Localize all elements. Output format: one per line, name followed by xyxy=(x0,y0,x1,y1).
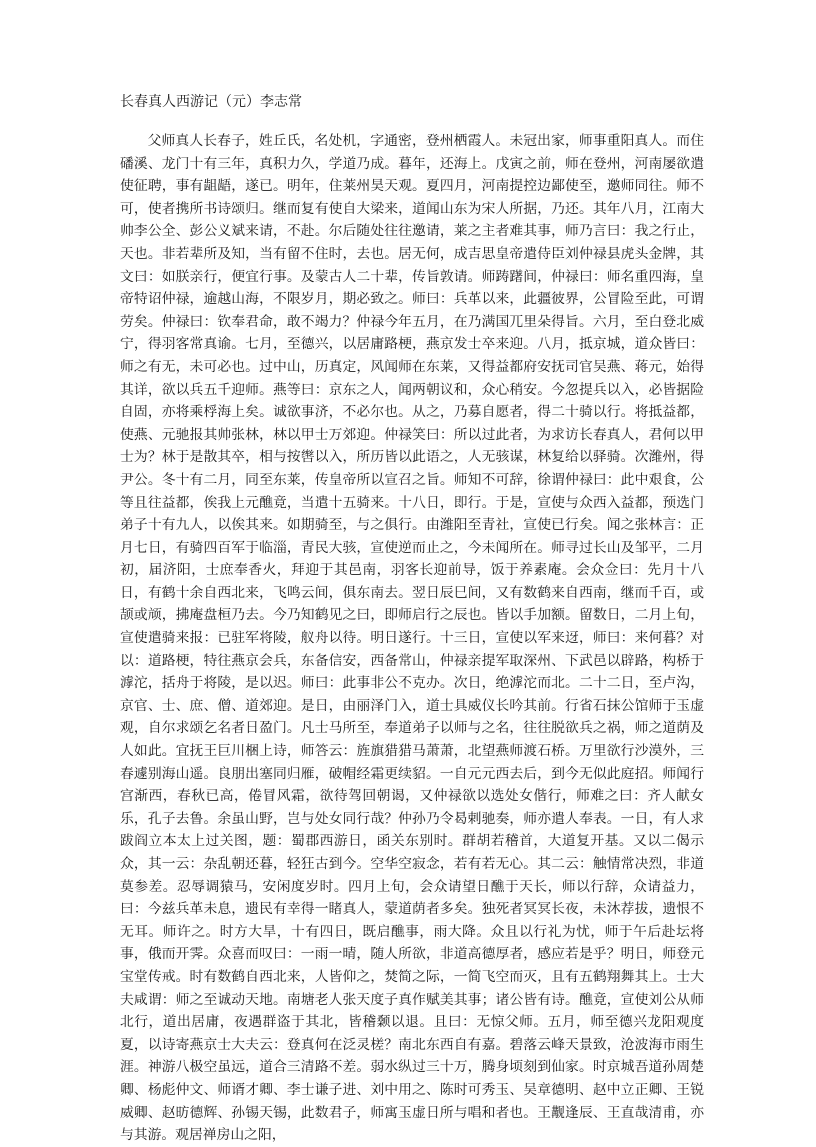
document-body-paragraph: 父师真人长春子，姓丘氏，名处机，字通密，登州栖霞人。未冠出家，师事重阳真人。而住磻溪、龙门十有三年，真积力久，学道乃成。暮年，还海上。戊寅之前，师在登州，河南屡欲遣使征聘，事有龃龉，遂已。明年，住莱州昊天观。夏四月，河南提控边鄙使至，邀师同往。师不可，使者携所书诗颂归。继而复有使自大梁来，道闻山东为宋人所据，乃还。其年八月，江南大帅李公全、彭公义斌来请，不赴。尔后随处往往邀请，莱之主者难其事，师乃言曰：我之行止，天也。非若辈所及知，当有留不住时，去也。居无何，成吉思皇帝遣侍臣刘仲禄县虎头金牌，其文曰：如朕亲行，便宜行事。及蒙古人二十辈，传旨敦请。师踌躇间，仲禄曰：师名重四海，皇帝特诏仲禄，逾越山海，不限岁月，期必致之。师曰：兵革以来，此疆彼界，公冒险至此，可谓劳矣。仲禄曰：钦奉君命，敢不竭力？仲禄今年五月，在乃满国兀里朵得旨。六月，至白登北威宁，得羽客常真谕。七月，至德兴，以居庸路梗，燕京发士卒来迎。八月，抵京城，道众皆曰：师之有无，未可必也。过中山，历真定，风闻师在东莱，又得益都府安抚司官吴燕、蒋元，始得其详，欲以兵五千迎师。燕等曰：京东之人，闻两朝议和，众心稍安。今忽提兵以入，必皆据险自固，亦将乘桴海上矣。诚欲事济，不必尔也。从之，乃募自愿者，得二十骑以行。将抵益都，使燕、元驰报其帅张林，林以甲士万郊迎。仲禄笑曰：所以过此者，为求访长春真人，君何以甲士为？林于是散其卒，相与按辔以入，所历皆以此语之，人无骇谋，林复给以驿骑。次潍州，得尹公。冬十有二月，同至东莱，传皇帝所以宣召之旨。师知不可辞，徐谓仲禄曰：此中艰食，公等且往益都，俟我上元醮竟，当遣十五骑来。十八日，即行。于是，宣使与众西入益都，预选门弟子十有九人，以俟其来。如期骑至，与之俱行。由潍阳至青社，宣使已行矣。闻之张林言：正月七日，有骑四百军于临淄，青民大骇，宣使逆而止之，今未闻所在。师寻过长山及邹平，二月初，届济阳，士庶奉香火，拜迎于其邑南，羽客长迎前导，饭于养素庵。会众佥曰：先月十八日，有鹤十余自西北来，飞鸣云间，俱东南去。翌日辰巳间，又有数鹤来自西南，继而千百，或颉或颃，拂庵盘桓乃去。今乃知鹤见之曰，即师启行之辰也。皆以手加额。留数日，二月上旬，宣使遣骑来报：已驻军将陵，舣舟以待。明日遂行。十三日，宣使以军来迓，师曰：来何暮？对以：道路梗，特往燕京会兵，东备信安，西备常山，仲禄亲提军取深州、下武邑以辟路，构桥于滹沱，括舟于将陵，是以迟。师曰：此事非公不克办。次日，绝滹沱而北。二十二日，至卢沟，京官、士、庶、僧、道郊迎。是日，由丽泽门入，道士具威仪长吟其前。行省石抹公馆师于玉虚观，自尔求颂乞名者日盈门。凡士马所至，奉道弟子以师与之名，往往脱欲兵之祸，师之道荫及人如此。宜抚王巨川梱上诗，师答云：旌旗猎猎马萧萧，北望燕师渡石桥。万里欲行沙漠外，三春遽别海山遥。良朋出塞同归雁，破帽经霜更续貂。一自元元西去后，到今无似此庭招。师闻行宫渐西，春秋已高，倦冒风霜，欲待驾回朝谒，又仲禄欲以选处女偕行，师难之曰：齐人献女乐，孔子去鲁。余虽山野，岂与处女同行哉？仲孙乃令曷剌驰奏，师亦遣人奉表。一日，有人求跋阎立本太上过关图，题：蜀郡西游日，函关东别时。群胡若稽首，大道复开基。又以二偈示众，其一云：杂乱朝还暮，轻狂古到今。空华空寂念，若有若无心。其二云：触情常决烈，非道莫参差。忍辱调猿马，安闲度岁时。四月上旬，会众请望日醮于天长，师以行辞，众请益力，曰：今兹兵革未息，遗民有幸得一睹真人，蒙道荫者多矣。独死者冥冥长夜，未沐荐拔，遗恨不无耳。师许之。时方大旱，十有四日，既启醮事，雨大降。众且以行礼为忧，师于午后赴坛将事，俄而开霁。众喜而叹曰：一雨一晴，随人所欲，非道高德厚者，感应若是乎？明日，师登元宝堂传戒。时有数鹤自西北来，人皆仰之，焚简之际，一简飞空而灭，且有五鹤翔舞其上。士大夫咸谓：师之至诚动天地。南塘老人张天度子真作赋美其事；诸公皆有诗。醮竟，宣使刘公从师北行，道出居庸，夜遇群盗于其北，皆稽颡以退。且曰：无惊父师。五月，师至德兴龙阳观度夏，以诗寄燕京士大夫云：登真何在泛灵槎？南北东西自有嘉。碧落云峰天景致，沧波海市雨生涯。神游八极空虽远，道合三清路不差。弱水纵过三十万，腾身顷刻到仙家。时京城吾道孙周楚卿、杨彪仲文、师谞才卿、李士谦子进、刘中用之、陈时可秀玉、吴章德明、赵中立正卿、王锐威卿、赵昉德辉、孙锡天锡，此数君子，师寓玉虚日所与唱和者也。王觏逢辰、王直哉清甫，亦与其游。观居禅房山之阳， xyxy=(120,133,704,1144)
document-title: 长春真人西游记（元）李志常 xyxy=(120,94,302,110)
document-page xyxy=(120,90,704,1147)
